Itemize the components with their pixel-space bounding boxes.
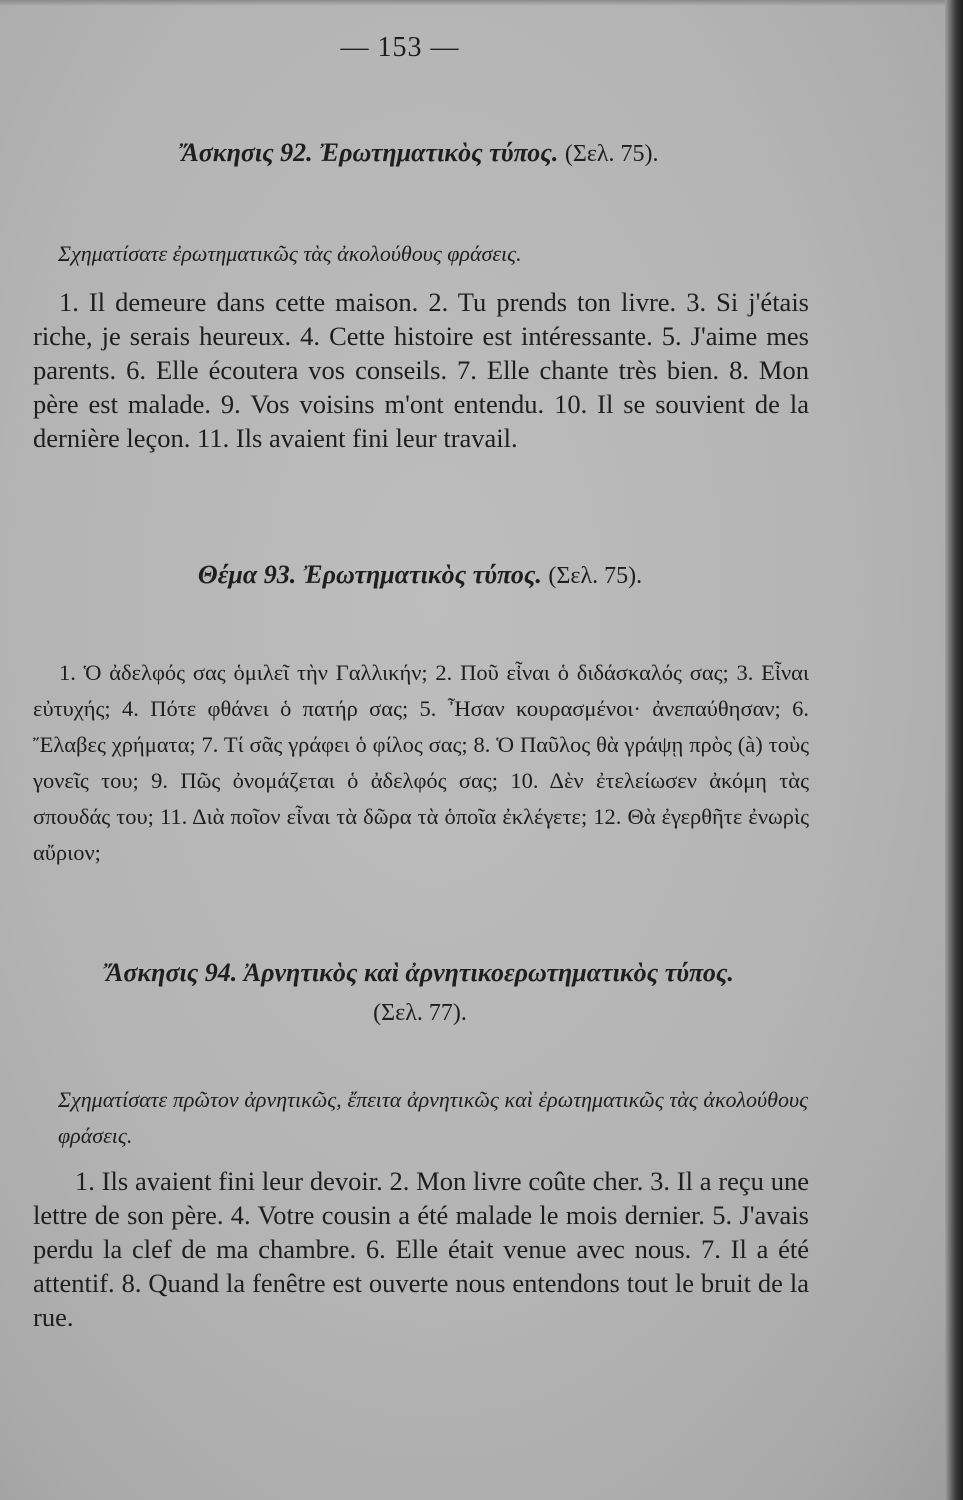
exercise-93-text: 1. Ὁ ἀδελφός σας ὁμιλεῖ τὴν Γαλλικήν; 2. Ποῦ εἶναι ὁ διδάσκαλός σας; 3. Εἶναι εὐτυχής; 4. Πότε φθάνει ὁ πατήρ σας; 5. Ἦσαν κουρασμένοι· ἀνεπαύθησαν; 6. Ἔλαβες χρήματα; 7. Τί σᾶς γράφει ὁ φίλος σας; 8. Ὁ Παῦλος θὰ γράψῃ πρὸς (à) τοὺς γονεῖς του; 9. Πῶς ὀνομάζεται ὁ ἀδελφός σας; 10. Δὲν ἐτελείωσεν ἀκόμη τὰς σπουδάς του; 11. Διὰ ποῖον εἶναι τὰ δῶρα τὰ ὁποῖα ἐκλέγετε; 12. Θὰ ἐγερθῆτε ἐνωρὶς αὔριον;: [33, 660, 809, 865]
exercise-94-ref: (Σελ. 77).: [373, 1000, 467, 1026]
exercise-92-title: Ἄσκησις 92. Ἐρωτηματικὸς τύπος.: [181, 138, 559, 167]
exercise-92-text: 1. Il demeure dans cette maison. 2. Tu prends ton livre. 3. Si j'étais riche, je serais heureux. 4. Cette histoire est intéressante. 5. J'aime mes parents. 6. Elle écoutera vos conseils. 7. Elle chante très bien. 8. Mon père est malade. 9. Vos voisins m'ont entendu. 10. Il se souvient de la dernière leçon. 11. Ils avaient fini leur travail.: [33, 287, 809, 453]
exercise-93-heading: [30, 560, 810, 590]
exercise-93-ref: (Σελ. 75).: [548, 563, 643, 589]
exercise-94-text: 1. Ils avaient fini leur devoir. 2. Mon livre coûte cher. 3. Il a reçu une lettre de son père. 4. Votre cousin a été malade le mois dernier. 5. J'avais perdu la clef de ma chambre. 6. Elle était venue avec nous. 7. Il a été attentif. 8. Quand la fenêtre est ouverte nous entendons tout le bruit de la rue.: [33, 1166, 809, 1332]
exercise-94-heading: [30, 958, 810, 988]
exercise-92-heading: [30, 138, 810, 168]
exercise-92-instruction: Σχηματίσατε ἐρωτηματικῶς τὰς ἀκολούθους φράσεις.: [58, 241, 522, 266]
page-number: — 153 —: [340, 32, 460, 63]
page-top-shadow: [0, 0, 963, 6]
exercise-93-title: Θέμα 93. Ἐρωτηματικὸς τύπος.: [197, 560, 542, 589]
exercise-94-instruction: Σχηματίσατε πρῶτον ἀρνητικῶς, ἔπειτα ἀρνητικῶς καὶ ἐρωτηματικῶς τὰς ἀκολούθους φράσεις.: [58, 1087, 808, 1148]
exercise-94-title: Ἄσκησις 94. Ἀρνητικὸς καὶ ἀρνητικοερωτηματικὸς τύπος.: [106, 958, 734, 987]
page-binding-edge: [945, 0, 963, 1500]
exercise-92-ref: (Σελ. 75).: [564, 141, 659, 167]
